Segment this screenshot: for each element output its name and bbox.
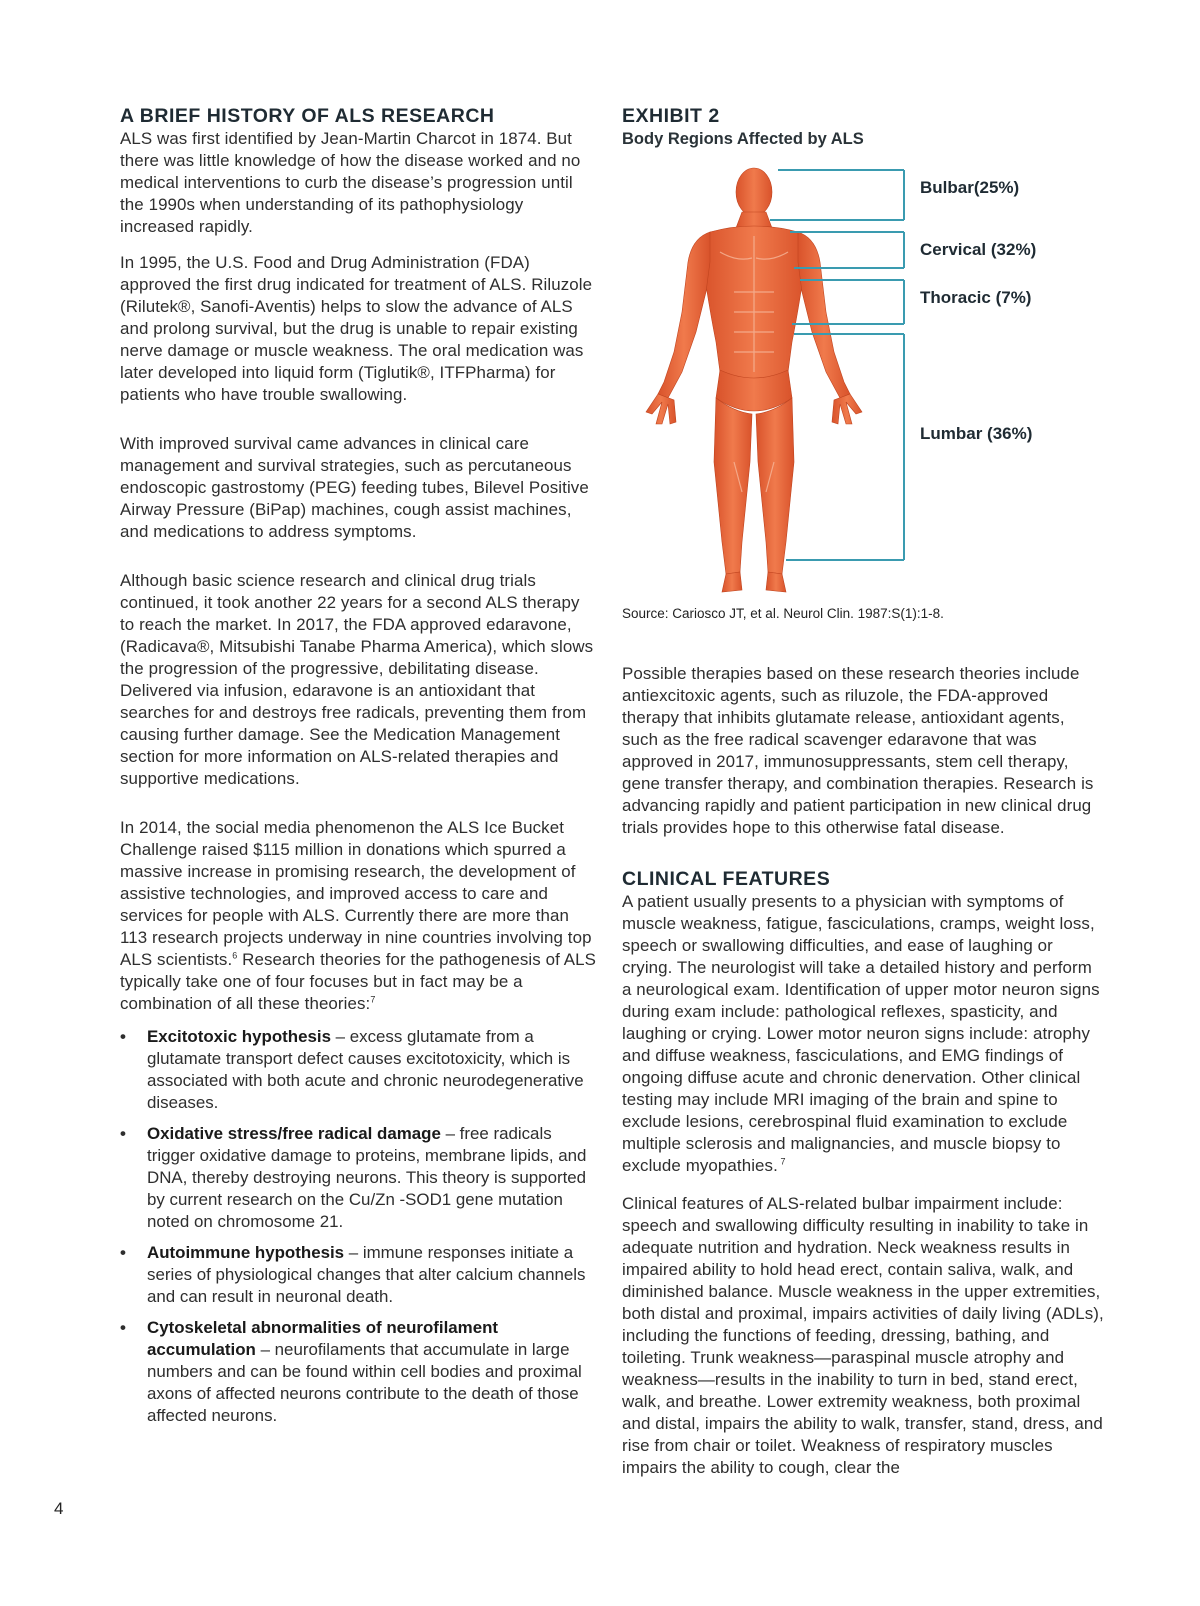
bullet-term: Oxidative stress/free radical damage (147, 1124, 441, 1143)
body-regions-figure (622, 162, 1104, 602)
bullet-glyph: • (120, 1124, 126, 1143)
bullet-text: – free radicals trigger oxidative damage to proteins, membrane lipids, and DNA, thereby destroying neurons. This theory is supported by current research on the Cu/Zn -SOD1 gene mutation noted on chromosome 21. (147, 1124, 587, 1231)
list-item (120, 1026, 598, 1114)
region-label-cervical: Cervical (32%) (920, 240, 1037, 259)
footnote-ref-7: 7 (777, 1156, 786, 1167)
history-paragraph-3: With improved survival came advances in clinical care management and survival strategies, such as percutaneous endoscopic gastrostomy (PEG) feeding tubes, Bilevel Positive Airway Pressure (BiPap) machines, cough assist machines, and medications to address symptoms. (120, 434, 589, 541)
region-label-bulbar: Bulbar(25%) (920, 178, 1020, 197)
bullet-glyph: • (120, 1243, 126, 1262)
bullet-term: Excitotoxic hypothesis (147, 1027, 331, 1046)
p5-text: In 2014, the social media phenomenon the ALS Ice Bucket Challenge raised $115 million in donations which spurred a massive increase in promising research, the development of assistive technologies, and improved access to care and services for people with ALS. Currently there are more than 113 research projects underway in nine countries involving top ALS scientists. (120, 818, 592, 969)
footnote-ref-6: 6 (232, 950, 238, 961)
bullet-text: – immune responses initiate a series of physiological changes that alter calcium channels and can result in neuronal death. (147, 1243, 586, 1306)
bullet-term: Autoimmune hypothesis (147, 1243, 345, 1262)
right-column-text (622, 663, 1104, 1479)
exhibit-2 (622, 104, 1104, 602)
history-heading: A BRIEF HISTORY OF ALS RESEARCH (120, 105, 495, 127)
exhibit-title: EXHIBIT 2 (622, 105, 720, 127)
therapies-paragraph: Possible therapies based on these research theories include antiexcitoxic agents, such as riluzole, the FDA-approved therapy that inhibits glutamate release, antioxidant agents, such as the free radical scavenger edaravone that was approved in 2017, immunosuppressants, stem cell therapy, gene transfer therapy, and combination therapies. Research is advancing rapidly and patient participation in new clinical drug trials provides hope to this otherwise fatal disease. (622, 664, 1094, 837)
bullet-text: – neurofilaments that accumulate in large numbers and can be found within cell bodies and proximal axons of affected neurons contribute to the death of those affected neurons. (147, 1340, 582, 1425)
footnote-ref-7: 7 (370, 994, 376, 1005)
list-item (120, 1317, 598, 1427)
left-column (120, 104, 598, 1436)
clinical-paragraph-2: Clinical features of ALS-related bulbar impairment include: speech and swallowing difficulty resulting in inability to take in adequate nutrition and hydration. Neck weakness results in impaired ability to hold head erect, contain saliva, walk, and diminished balance. Muscle weakness in the upper extremities, both distal and proximal, impairs activities of daily living (ADLs), including the functions of feeding, dressing, bathing, and toileting. Trunk weakness—paraspinal muscle atrophy and weakness—results in the inability to turn in bed, stand erect, walk, and breathe. Lower extremity weakness, both proximal and distal, impairs the ability to walk, transfer, stand, dress, and rise from chair or toilet. Weakness of respiratory muscles impairs the ability to cough, clear the (622, 1194, 1104, 1477)
figure-source: Source: Cariosco JT, et al. Neurol Clin. 1987:S(1):1-8. (622, 606, 944, 621)
clinical-p1-text: A patient usually presents to a physician with symptoms of muscle weakness, fatigue, fasciculations, cramps, weight loss, speech or swallowing difficulties, and ease of laughing or crying. The neurologist will take a detailed history and perform a neurological exam. Identification of upper motor neuron signs during exam include: pathological reflexes, spasticity, and laughing or crying. Lower motor neuron signs include: atrophy and diffuse weakness, fasciculations, and EMG findings of ongoing diffuse acute and chronic denervation. Other clinical testing may include MRI imaging of the brain and spine to exclude lesions, cerebrospinal fluid examination to exclude multiple sclerosis and malignancies, and muscle biopsy to exclude myopathies. (622, 892, 1100, 1175)
region-label-lumbar: Lumbar (36%) (920, 424, 1033, 443)
anatomy-illustration (622, 162, 1104, 602)
bullet-term: Cytoskeletal abnormalities of neurofilament accumulation (147, 1318, 499, 1359)
list-item (120, 1123, 598, 1233)
clinical-paragraph-1 (622, 891, 1104, 1177)
history-paragraph-4: Although basic science research and clinical drug trials continued, it took another 22 years for a second ALS therapy to reach the market. In 2017, the FDA approved edaravone, (Radicava®, Mitsubishi Tanabe Pharma America), which slows the progression of the progressive, debilitating disease. Delivered via infusion, edaravone is an antioxidant that searches for and destroys free radicals, preventing them from causing further damage. See the Medication Management section for more information on ALS-related therapies and supportive medications. (120, 571, 594, 788)
history-paragraph-1: ALS was first identified by Jean-Martin Charcot in 1874. But there was little knowledge of how the disease worked and no medical interventions to curb the disease’s progression until the 1990s when understanding of its pathophysiology increased rapidly. (120, 129, 581, 236)
history-paragraph-5 (120, 817, 598, 1015)
region-label-thoracic: Thoracic (7%) (920, 288, 1032, 307)
bullet-text: – excess glutamate from a glutamate transport defect causes excitotoxicity, which is associated with both acute and chronic neurodegenerative diseases. (147, 1027, 584, 1112)
list-item (120, 1242, 598, 1308)
page-number: 4 (54, 1499, 64, 1518)
history-paragraph-2: In 1995, the U.S. Food and Drug Administration (FDA) approved the first drug indicated for treatment of ALS. Riluzole (Rilutek®, Sanofi-Aventis) helps to slow the advance of ALS and prolong survival, but the drug is unable to repair existing nerve damage or muscle weakness. The oral medication was later developed into liquid form (Tiglutik®, ITFPharma) for patients who have trouble swallowing. (120, 253, 593, 404)
theory-list (120, 1026, 598, 1427)
exhibit-subtitle: Body Regions Affected by ALS (622, 130, 864, 148)
bullet-glyph: • (120, 1318, 126, 1337)
bullet-glyph: • (120, 1027, 126, 1046)
p5-text-2: Research theories for the pathogenesis of ALS typically take one of four focuses but in fact may be a combination of all these theories: (120, 950, 596, 1013)
clinical-heading: CLINICAL FEATURES (622, 868, 831, 890)
